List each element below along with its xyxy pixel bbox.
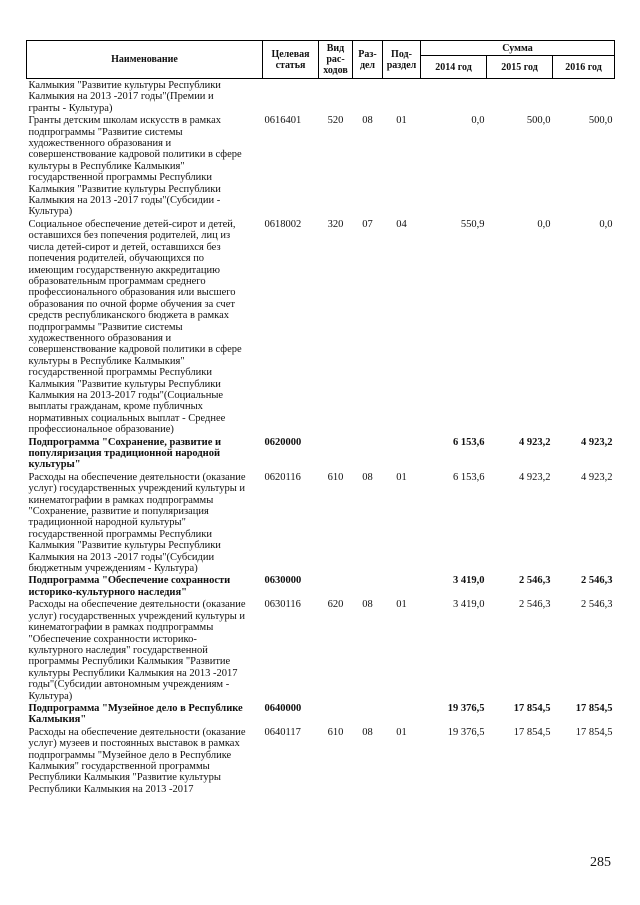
table-row <box>27 436 615 471</box>
row-sum-2015 <box>487 79 553 115</box>
row-expense-type <box>319 702 353 726</box>
header-sum: Сумма <box>421 41 615 56</box>
row-sum-2014: 550,9 <box>460 218 485 230</box>
row-sum-2016: 2 546,3 <box>581 575 613 587</box>
header-name: Наименование <box>27 41 263 79</box>
row-subsection <box>383 79 421 115</box>
row-section: 08 <box>362 599 373 611</box>
row-sum-2016: 17 854,5 <box>575 726 613 738</box>
row-sum-2016: 4 923,2 <box>581 471 613 483</box>
row-sum-2015: 500,0 <box>526 115 551 127</box>
row-target-code: 0616401 <box>264 115 302 127</box>
header-target: Целевая статья <box>263 41 319 79</box>
budget-table-sheet <box>26 40 614 795</box>
row-sum-2014: 3 419,0 <box>453 575 485 587</box>
row-target-code: 0630116 <box>264 599 301 611</box>
row-target-code <box>263 79 319 115</box>
row-sum-2015: 0,0 <box>537 218 551 230</box>
row-section <box>353 702 383 726</box>
row-subsection <box>383 702 421 726</box>
row-sum-2014: 6 153,6 <box>453 436 485 448</box>
row-subsection <box>383 436 421 471</box>
table-row <box>27 598 615 702</box>
table-row <box>27 218 615 436</box>
row-expense-type: 610 <box>327 471 344 483</box>
row-target-code: 0618002 <box>264 218 302 230</box>
row-section: 08 <box>362 115 373 127</box>
row-expense-type <box>319 574 353 598</box>
row-sum-2014: 0,0 <box>471 115 485 127</box>
row-sum-2015: 4 923,2 <box>519 471 551 483</box>
row-expense-type: 610 <box>327 726 344 738</box>
row-expense-type <box>319 79 353 115</box>
row-name: Гранты детским школам искусств в рамках подпрограммы "Развитие системы художественного образования и совершенствование кадровой политики в сфере культуры в Республике Калмыкия" государственной программы Республики Калмыкия "Развитие культуры Республики Калмыкия на 2013 -2017 годы"(Субсидии - Культура) <box>28 115 242 218</box>
header-year-2014: 2014 год <box>421 56 487 79</box>
row-sum-2015: 2 546,3 <box>519 575 551 587</box>
row-name: Расходы на обеспечение деятельности (оказание услуг) государственных учреждений культуры и кинематографии в рамках подпрограммы "Обеспечение сохранности историко- культурного наследия" государственной программы Республики Калмыкия "Развитие культуры Республики Калмыкия на 2013 -2017 годы"(Субсидии автономным учреждениям - Культура) <box>28 599 246 702</box>
header-year-2015: 2015 год <box>487 56 553 79</box>
row-section <box>353 574 383 598</box>
row-sum-2015: 2 546,3 <box>519 599 551 611</box>
row-subsection: 01 <box>396 471 407 483</box>
row-target-code: 0620116 <box>264 471 301 483</box>
row-target-code: 0640117 <box>264 726 301 738</box>
header-year-2016: 2016 год <box>553 56 615 79</box>
row-sum-2014 <box>421 79 487 115</box>
row-sum-2016: 500,0 <box>588 115 613 127</box>
row-name: Калмыкия "Развитие культуры Республики Калмыкия на 2013 -2017 годы"(Премии и гранты - Культура) <box>28 80 221 114</box>
row-subsection: 04 <box>396 218 407 230</box>
budget-table <box>26 40 615 795</box>
row-section <box>353 79 383 115</box>
row-subsection: 01 <box>396 726 407 738</box>
row-sum-2014: 6 153,6 <box>453 471 485 483</box>
row-sum-2014: 19 376,5 <box>447 726 485 738</box>
row-sum-2015: 17 854,5 <box>513 702 551 714</box>
table-row <box>27 702 615 726</box>
table-row <box>27 726 615 795</box>
row-subsection <box>383 574 421 598</box>
row-name: Подпрограмма "Обеспечение сохранности историко-культурного наследия" <box>28 575 231 598</box>
row-target-code: 0640000 <box>264 702 302 714</box>
header-subsection: Под-раздел <box>383 41 421 79</box>
row-sum-2016: 17 854,5 <box>575 702 613 714</box>
row-expense-type: 520 <box>327 115 344 127</box>
row-target-code: 0620000 <box>264 436 302 448</box>
table-row <box>27 114 615 218</box>
row-section: 08 <box>362 726 373 738</box>
row-sum-2016 <box>553 79 615 115</box>
table-row <box>27 79 615 115</box>
row-sum-2016: 0,0 <box>599 218 613 230</box>
row-sum-2016: 4 923,2 <box>581 436 613 448</box>
row-section: 07 <box>362 218 373 230</box>
row-name: Подпрограмма "Сохранение, развитие и популяризация традиционной народной культуры" <box>28 436 222 471</box>
row-expense-type <box>319 436 353 471</box>
header-expense-type: Вид рас-ходов <box>319 41 353 79</box>
header-section: Раз-дел <box>353 41 383 79</box>
row-expense-type: 320 <box>327 218 344 230</box>
row-section: 08 <box>362 471 373 483</box>
row-expense-type: 620 <box>327 599 344 611</box>
row-sum-2014: 3 419,0 <box>453 599 485 611</box>
row-name: Расходы на обеспечение деятельности (оказание услуг) музеев и постоянных выставок в рамках подпрограммы "Музейное дело в Республике Калмыкия" государственной программы Республики Калмыкия "Развитие культуры Республики Калмыкия на 2013 -2017 <box>28 726 246 795</box>
row-target-code: 0630000 <box>264 575 302 587</box>
row-name: Подпрограмма "Музейное дело в Республике Калмыкия" <box>28 702 243 726</box>
row-sum-2015: 4 923,2 <box>519 436 551 448</box>
row-name: Социальное обеспечение детей-сирот и детей, оставшихся без попечения родителей, лиц из числа детей-сирот и детей, оставшихся без попечения родителей, обучающихся по имеющим государственную аккредитацию образовательным программам среднего профессионального образования или высшего образования по очной форме обучения за счет средств республиканского бюджета в рамках подпрограммы "Развитие системы художественного образования и совершенствование кадровой политики в сфере культуры в Республике Калмыкия" государственной программы Республики Калмыкия "Развитие культуры Республики Калмыкия на 2013-2017 годы"(Социальные выплаты гражданам, кроме публичных нормативных социальных выплат - Среднее профессиональное образование) <box>28 218 242 436</box>
row-subsection: 01 <box>396 115 407 127</box>
table-body <box>27 79 615 796</box>
row-sum-2014: 19 376,5 <box>447 702 485 714</box>
table-header <box>27 41 615 79</box>
row-section <box>353 436 383 471</box>
row-sum-2015: 17 854,5 <box>513 726 551 738</box>
row-sum-2016: 2 546,3 <box>581 599 613 611</box>
page-number: 285 <box>590 855 611 870</box>
table-row <box>27 471 615 575</box>
row-subsection: 01 <box>396 599 407 611</box>
row-name: Расходы на обеспечение деятельности (оказание услуг) государственных учреждений культуры и кинематографии в рамках подпрограммы "Сохранение, развитие и популяризация традиционной народной культуры" государственной программы Республики Калмыкия "Развитие культуры Республики Калмыкия на 2013 -2017 годы"(Субсидии бюджетным учреждениям - Культура) <box>28 471 246 575</box>
table-row <box>27 574 615 598</box>
